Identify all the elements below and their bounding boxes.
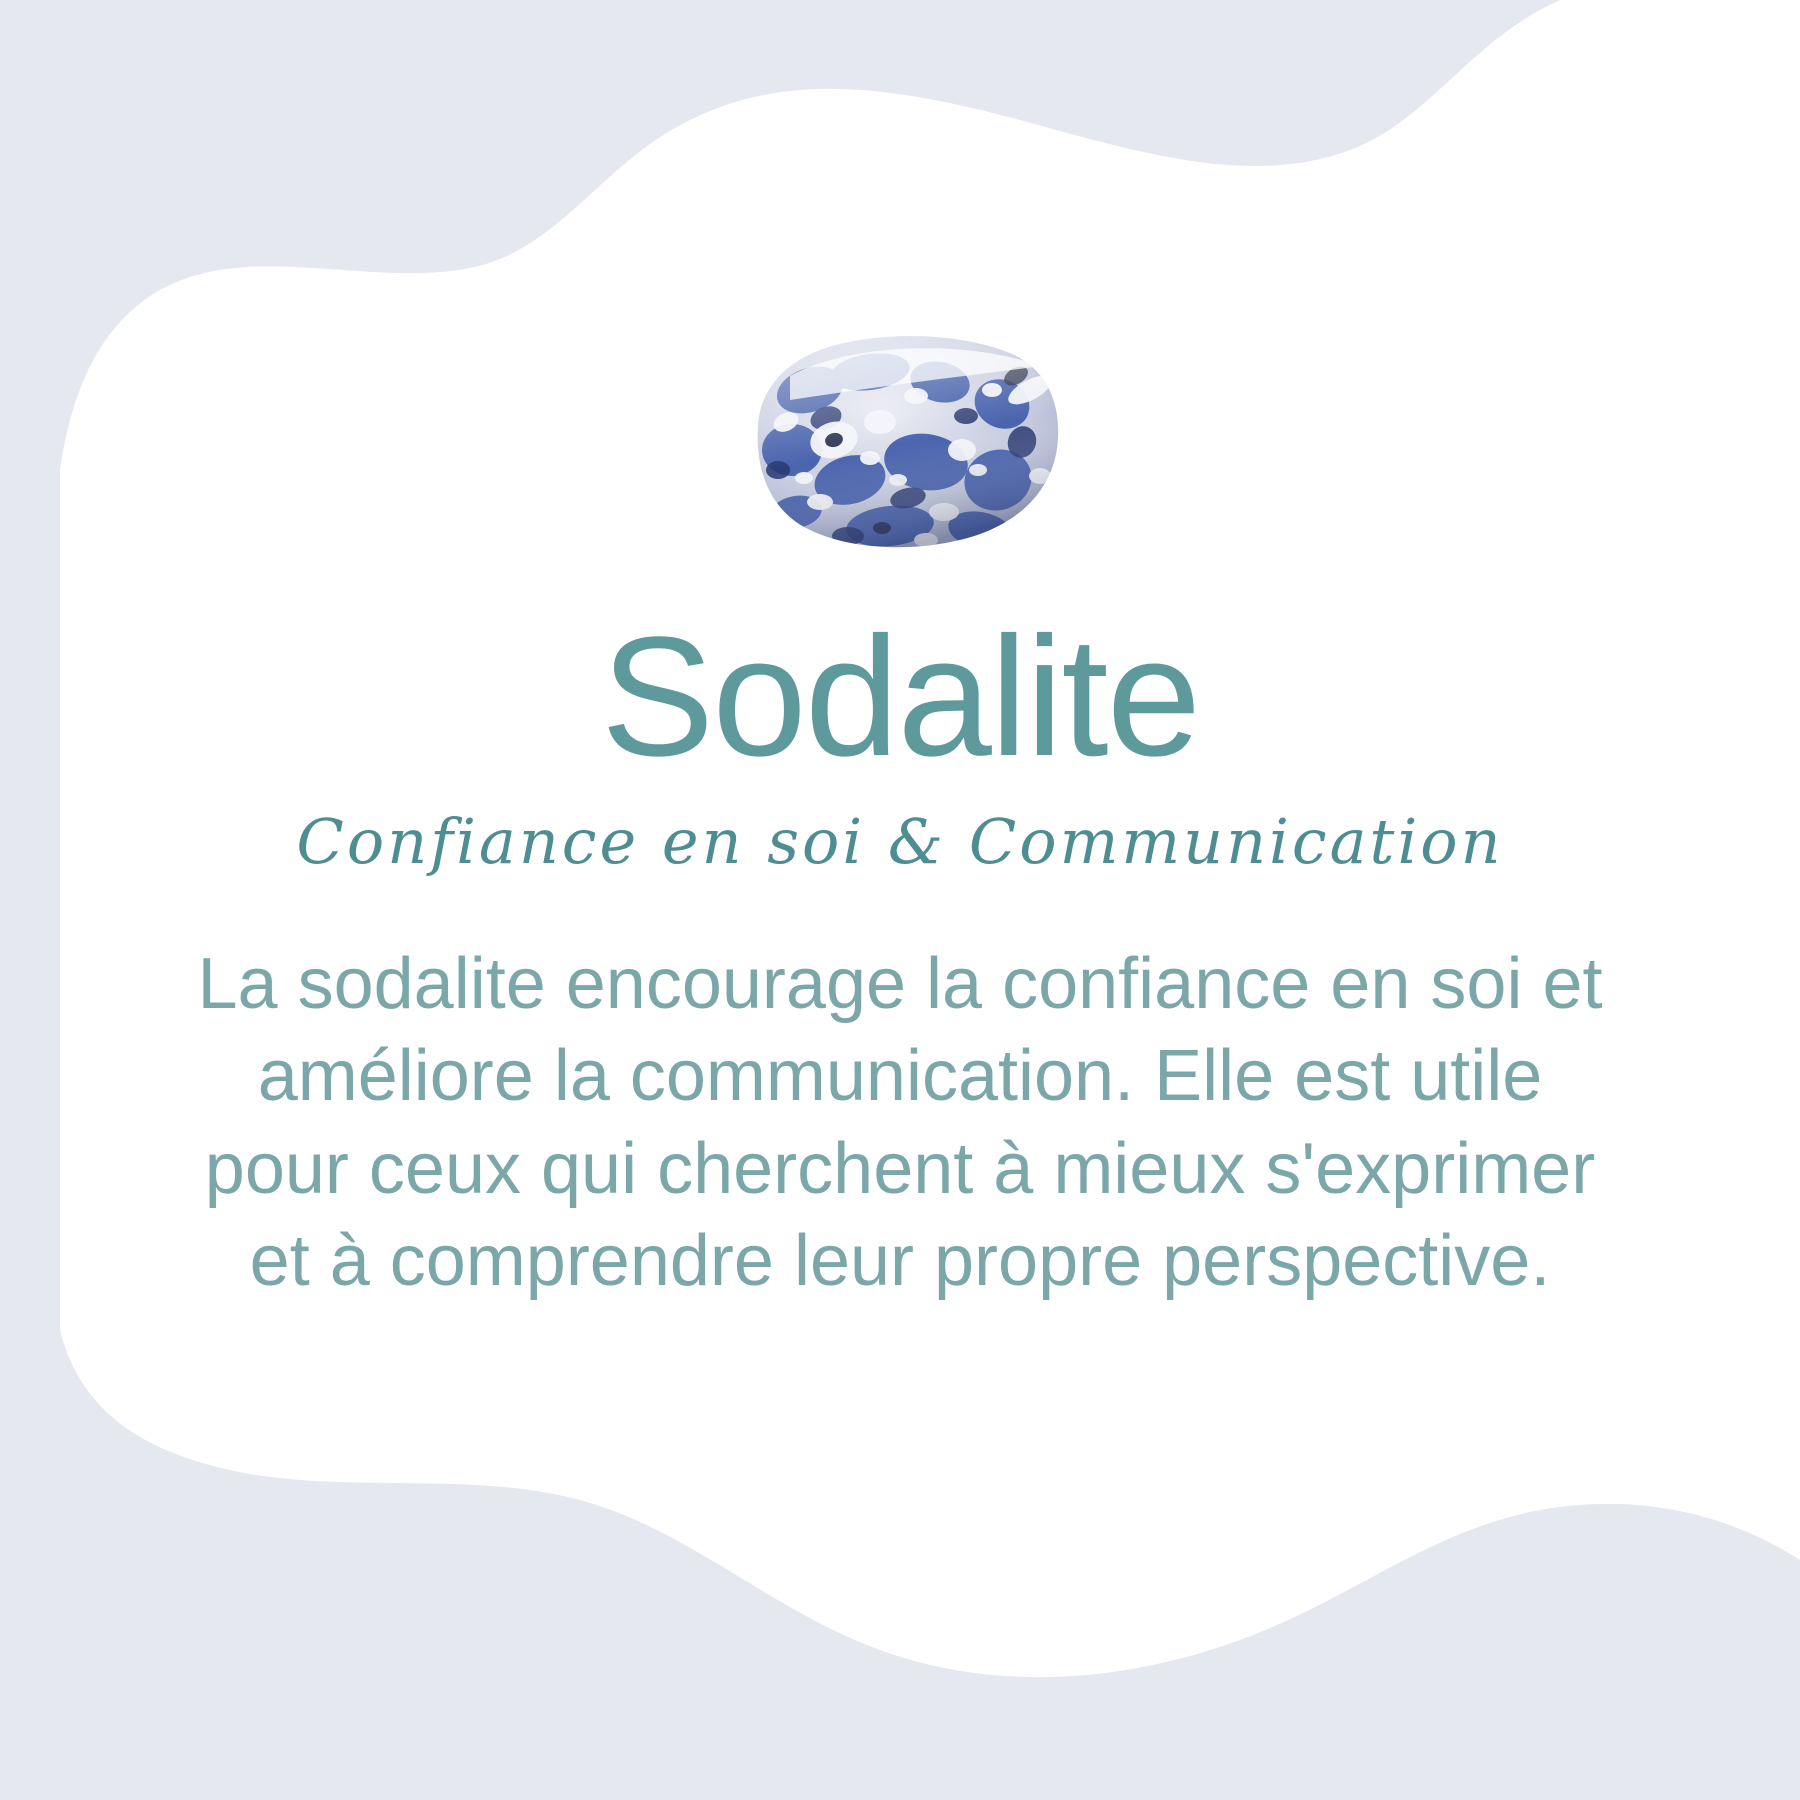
stone-image	[730, 330, 1070, 560]
subtitle: Confiance en soi & Communication	[296, 805, 1504, 878]
page-title: Sodalite	[600, 602, 1200, 792]
description-text: La sodalite encourage la confiance en soi et améliore la communication. Elle est utile pour ceux qui cherchent à mieux s'exprimer et à comprendre leur propre perspective.	[197, 944, 1603, 1301]
